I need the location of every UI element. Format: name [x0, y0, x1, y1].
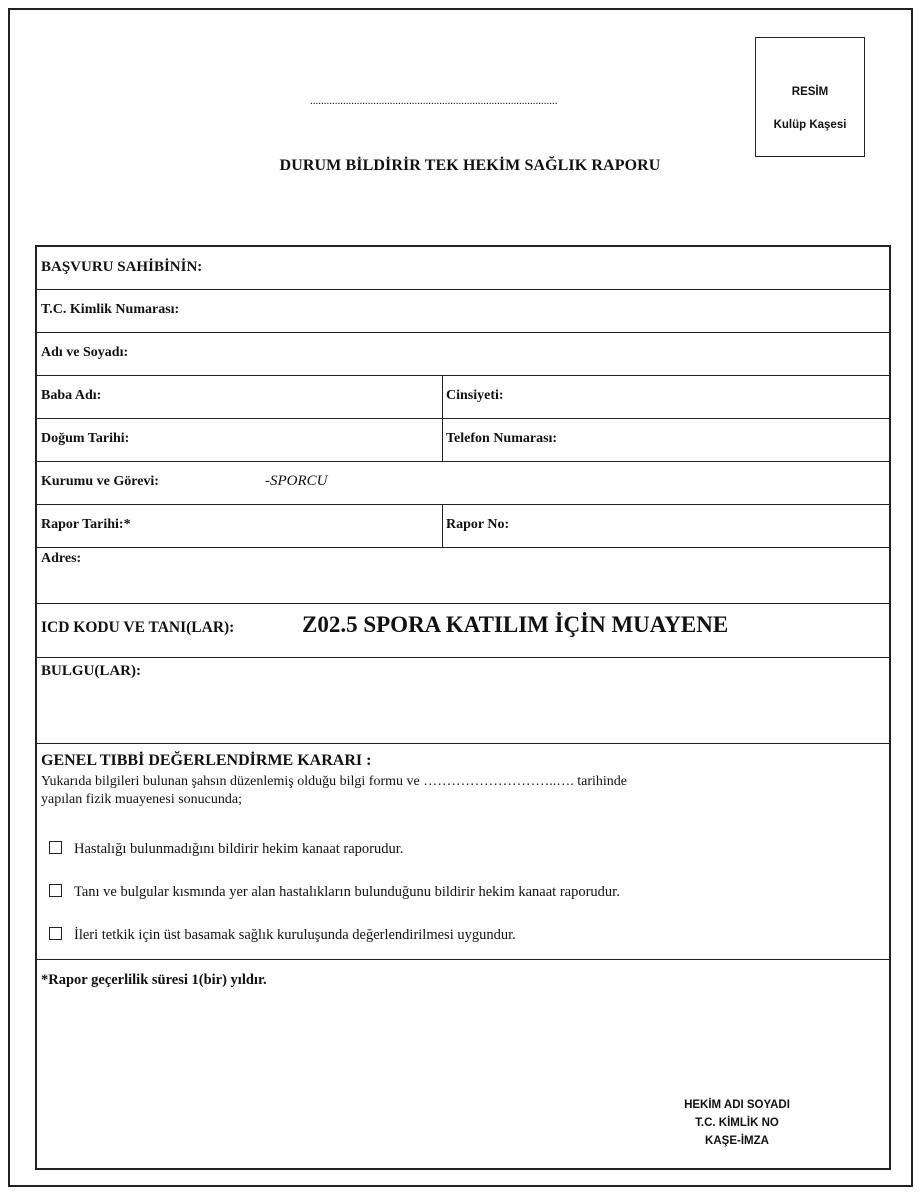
decision-text-line-1: Yukarıda bilgileri bulunan şahsın düzenlemiş olduğu bilgi formu ve ………………………..…. tarihinde	[41, 774, 627, 789]
report-form	[35, 245, 891, 1170]
findings-row[interactable]	[37, 658, 889, 744]
birth-date-label: Doğum Tarihi:	[41, 431, 130, 446]
photo-stamp-box	[755, 37, 865, 157]
report-page	[8, 8, 913, 1187]
column-divider	[442, 376, 443, 418]
option-label: İleri tetkik için üst basamak sağlık kuruluşunda değerlendirilmesi uygundur.	[74, 927, 516, 943]
option-no-disease[interactable]	[49, 841, 403, 858]
option-label: Hastalığı bulunmadığını bildirir hekim kanaat raporudur.	[74, 841, 404, 857]
father-label: Baba Adı:	[41, 388, 102, 403]
column-divider	[442, 505, 443, 547]
option-disease-present[interactable]	[49, 884, 620, 901]
doctor-name-label: HEKİM ADI SOYADI	[684, 1099, 790, 1111]
findings-label: BULGU(LAR):	[41, 663, 141, 679]
decision-text-line-2: yapılan fizik muayenesi sonucunda;	[41, 792, 242, 807]
address-label: Adres:	[41, 551, 82, 566]
birth-phone-row	[37, 419, 889, 462]
option-label: Tanı ve bulgular kısmında yer alan hastalıkların bulunduğunu bildirir hekim kanaat raporudur.	[74, 884, 620, 900]
validity-note: *Rapor geçerlilik süresi 1(bir) yıldır.	[41, 972, 267, 988]
report-date-label: Rapor Tarihi:*	[41, 517, 131, 532]
gender-label: Cinsiyeti:	[446, 388, 504, 403]
checkbox[interactable]	[49, 841, 62, 854]
signature-section	[37, 960, 889, 1168]
phone-label: Telefon Numarası:	[446, 431, 558, 446]
decision-title: GENEL TIBBİ DEĞERLENDİRME KARARI :	[41, 752, 372, 769]
institution-label: Kurumu ve Görevi:	[41, 474, 159, 489]
page-title: DURUM BİLDİRİR TEK HEKİM SAĞLIK RAPORU	[279, 157, 661, 174]
applicant-heading: BAŞVURU SAHİBİNİN:	[41, 259, 203, 275]
address-row[interactable]	[37, 548, 889, 604]
icd-row	[37, 604, 889, 658]
doctor-id-label: T.C. KİMLİK NO	[695, 1117, 779, 1129]
institution-value: -SPORCU	[265, 473, 328, 489]
icd-value: Z02.5 SPORA KATILIM İÇİN MUAYENE	[302, 612, 729, 637]
applicant-heading-row	[37, 247, 889, 290]
column-divider	[442, 419, 443, 461]
photo-label: RESİM	[791, 86, 829, 98]
institution-row[interactable]	[37, 462, 889, 505]
checkbox[interactable]	[49, 884, 62, 897]
report-date-no-row	[37, 505, 889, 548]
name-row[interactable]	[37, 333, 889, 376]
decision-section	[37, 744, 889, 960]
option-further-tests[interactable]	[49, 927, 516, 944]
name-label: Adı ve Soyadı:	[41, 345, 129, 360]
report-no-label: Rapor No:	[446, 517, 510, 532]
father-gender-row	[37, 376, 889, 419]
tc-row[interactable]	[37, 290, 889, 333]
checkbox[interactable]	[49, 927, 62, 940]
doctor-signature-block	[657, 1096, 817, 1150]
stamp-signature-label: KAŞE-İMZA	[705, 1135, 769, 1147]
dotted-line: ..........................................................................................	[310, 95, 558, 107]
tc-label: T.C. Kimlik Numarası:	[41, 302, 180, 317]
club-stamp-label: Kulüp Kaşesi	[773, 119, 847, 131]
icd-label: ICD KODU VE TANI(LAR):	[41, 619, 235, 636]
